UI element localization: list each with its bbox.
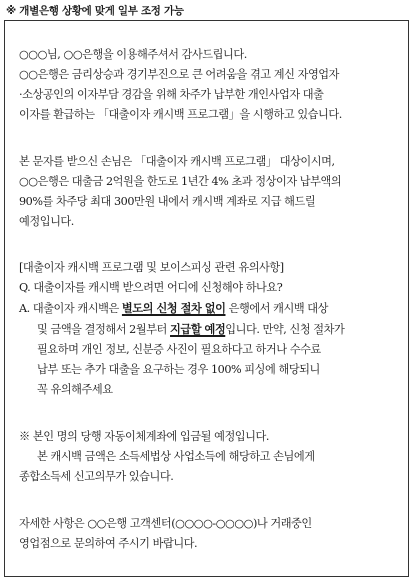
- qa-answer-line: 납부 또는 추가 대출을 요구하는 경우 100% 피싱에 해당되니: [37, 363, 320, 376]
- qa-answer-text: A. 대출이자 캐시백은: [19, 302, 122, 315]
- qa-question: Q. 대출이자를 캐시백 받으려면 어디에 신청해야 하나요?: [19, 281, 283, 294]
- qa-header: [대출이자 캐시백 프로그램 및 보이스피싱 관련 유의사항]: [19, 261, 284, 274]
- target-line: ○○은행은 대출금 2억원을 한도로 1년간 4% 초과 정상이자 납부액의: [19, 175, 342, 188]
- greeting-line: ·소상공인의 이자부담 경감을 위해 차주가 납부한 개인사업자 대출: [19, 88, 324, 101]
- qa-answer-emphasis: 지급할 예정: [170, 322, 226, 336]
- target-line: 90%를 차주당 최대 300만원 내에서 캐시백 계좌로 지급 해드릴: [19, 195, 316, 208]
- adjustment-note: ※ 개별은행 상황에 맞게 일부 조정 가능: [6, 5, 184, 17]
- qa-answer-text: 입니다. 만약, 신청 절차가: [225, 323, 345, 336]
- contact-line: 영업점으로 문의하여 주시기 바랍니다.: [19, 537, 198, 550]
- remark-line: 종합소득세 신고의무가 있습니다.: [19, 470, 174, 483]
- target-line: 본 문자를 받으신 손님은 「대출이자 캐시백 프로그램」 대상이시며,: [19, 155, 335, 168]
- qa-answer-line: 꼭 유의해주세요: [37, 383, 113, 396]
- message-box: [4, 20, 409, 577]
- contact-line: 자세한 사항은 ○○은행 고객센터(○○○○-○○○○)나 거래중인: [19, 517, 312, 530]
- qa-answer-emphasis: 별도의 신청 절차 없이: [121, 301, 226, 315]
- qa-answer-line: [19, 301, 398, 316]
- qa-answer-line: 필요하며 개인 정보, 신분증 사진이 필요하다고 하거나 수수료: [37, 343, 321, 356]
- target-line: 예정입니다.: [19, 215, 74, 228]
- greeting-line: 이자를 환급하는 「대출이자 캐시백 프로그램」을 시행하고 있습니다.: [19, 108, 342, 121]
- qa-answer-line: [37, 322, 398, 337]
- greeting-line: ○○은행은 금리상승과 경기부진으로 큰 어려움을 겪고 계신 자영업자: [19, 68, 340, 81]
- greeting-line: ○○○님, ○○은행을 이용해주셔서 감사드립니다.: [19, 48, 247, 61]
- remark-line: 본 캐시백 금액은 소득세법상 사업소득에 해당하고 손님에게: [37, 450, 315, 463]
- qa-answer-text: 은행에서 캐시백 대상: [225, 302, 329, 315]
- qa-answer-text: 및 금액을 결정해서 2월부터: [37, 323, 171, 336]
- remark-line: ※ 본인 명의 당행 자동이체계좌에 입금될 예정입니다.: [19, 430, 269, 443]
